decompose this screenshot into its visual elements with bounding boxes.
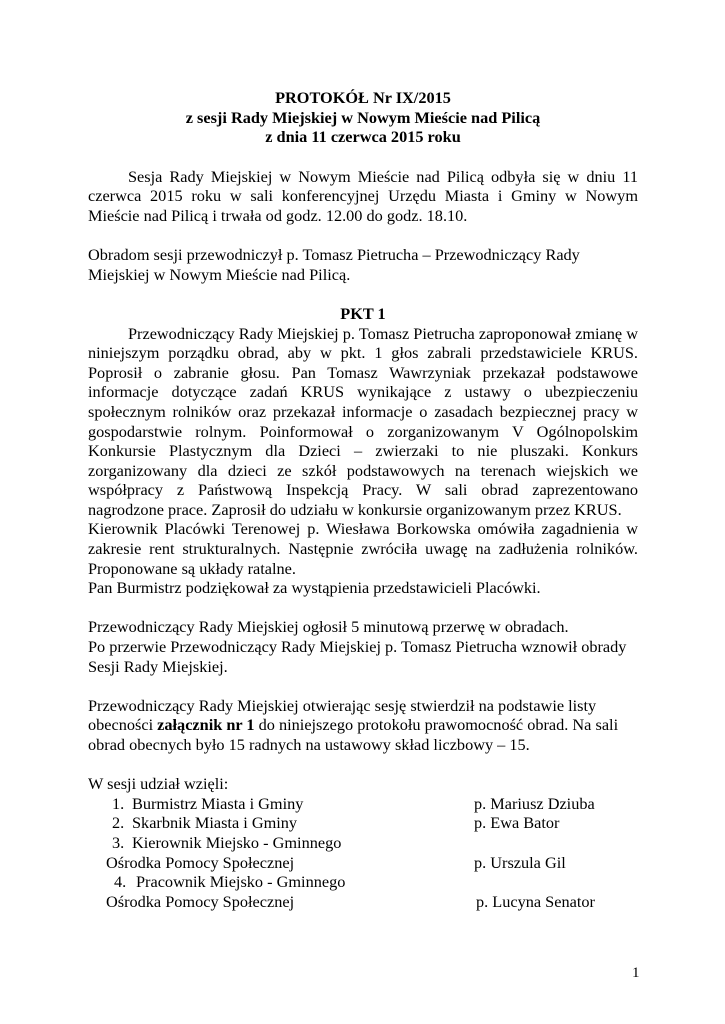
attachment-reference: załącznik nr 1 xyxy=(157,715,255,735)
krus-paragraph: Przewodniczący Rady Miejskiej p. Tomasz Pietrucha zaproponował zmianę w niniejszym porządku obrad, aby w pkt. 1 głos zabrali przedstawiciele KRUS. Poprosił o zabranie głosu. Pan Tomasz Wawrzyniak przekazał podstawowe informacje dotyczące zadań KRUS wynikające z ustawy o ubezpieczeniu społecznym rolników oraz przekazał informacje o zasadach bezpiecznej pracy w gospodarstwie rolnym. Poinformował o zorganizowanym V Ogólnopolskim Konkursie Plastycznym dla Dzieci – zwierzaki to nie pluszaki. Konkurs zorganizowany dla dzieci ze szkół podstawowych na terenach wiejskich we współpracy z Państwową Inspekcją Pracy. W sali obrad zaprezentowano nagrodzone prace. Zaprosił do udziału w konkursie organizowanym przez KRUS. xyxy=(88,323,638,519)
title-block xyxy=(88,88,638,147)
protocol-subtitle: z sesji Rady Miejskiej w Nowym Mieście nad Pilicą xyxy=(185,107,541,127)
list-item: 4. Pracownik Miejsko - Gminnego xyxy=(114,872,346,892)
section-heading: PKT 1 xyxy=(340,303,386,323)
protocol-title: PROTOKÓŁ Nr IX/2015 xyxy=(275,88,451,107)
protocol-date: z dnia 11 czerwca 2015 roku xyxy=(265,127,461,147)
list-item: 2. Skarbnik Miasta i Gminy p. Ewa Bator xyxy=(112,813,560,833)
attendees-intro: W sesji udział wzięli: xyxy=(88,774,229,794)
attendees-list xyxy=(88,794,638,912)
list-item: 3. Kierownik Miejsko - Gminnego xyxy=(112,832,342,852)
break-paragraph: Przewodniczący Rady Miejskiej ogłosił 5 minutową przerwę w obradach. xyxy=(88,617,569,637)
chair-paragraph: Obradom sesji przewodniczył p. Tomasz Pietrucha – Przewodniczący Rady Miejskiej w Nowym Mieście nad Pilicą. xyxy=(88,245,580,284)
list-item-continuation: Ośrodka Pomocy Społecznej p. Urszula Gil xyxy=(106,852,566,872)
page-number: 1 xyxy=(632,965,640,981)
borkowska-paragraph: Kierownik Placówki Terenowej p. Wiesława Borkowska omówiła zagadnienia w zakresie rent strukturalnych. Następnie zwróciła uwagę na zadłużenia rolników. Proponowane są układy ratalne. xyxy=(88,519,638,578)
document-page xyxy=(88,88,638,911)
mayor-thanks-paragraph: Pan Burmistrz podziękował za wystąpienia przedstawicieli Placówki. xyxy=(88,578,541,598)
quorum-paragraph: Przewodniczący Rady Miejskiej otwierając sesję stwierdził na podstawie listy obecności załącznik nr 1 do niniejszego protokołu prawomocność obrad. Na sali obrad obecnych było 15 radnych na ustawowy skład liczbowy – 15. xyxy=(88,695,619,754)
list-item: 1. Burmistrz Miasta i Gminy p. Mariusz Dziuba xyxy=(112,793,595,813)
resume-paragraph: Po przerwie Przewodniczący Rady Miejskiej p. Tomasz Pietrucha wznowił obrady Sesji Rady Miejskiej. xyxy=(88,637,627,676)
intro-paragraph: Sesja Rady Miejskiej w Nowym Mieście nad Pilicą odbyła się w dniu 11 czerwca 2015 roku w sali konferencyjnej Urzędu Miasta i Gminy w Nowym Mieście nad Pilicą i trwała od godz. 12.00 do godz. 18.10. xyxy=(88,166,638,225)
list-item-continuation: Ośrodka Pomocy Społecznej p. Lucyna Senator xyxy=(106,891,595,911)
